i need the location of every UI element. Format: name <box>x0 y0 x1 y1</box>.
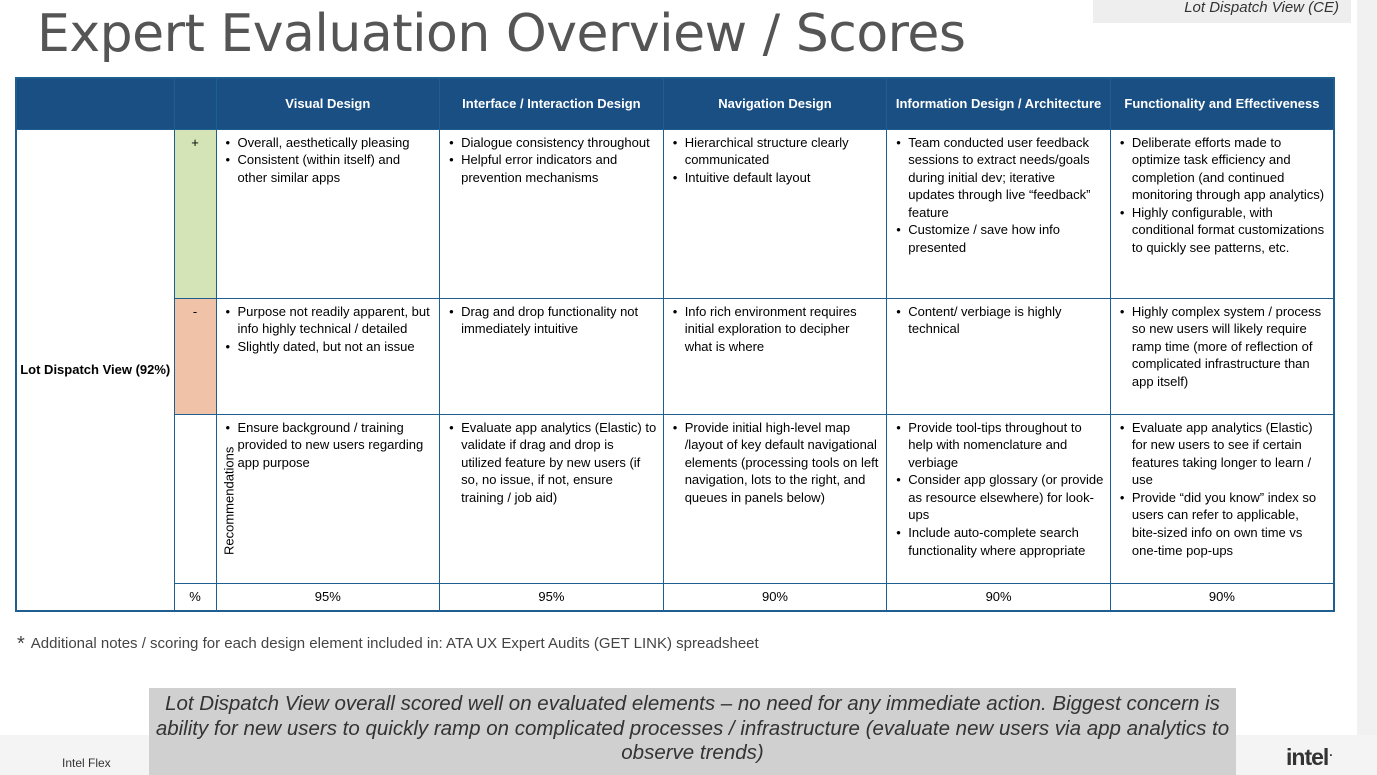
recommendation-cell <box>1110 414 1334 583</box>
minus-cell <box>1110 298 1334 414</box>
minus-cell <box>663 298 887 414</box>
bullet-item: • Ensure background / training provided to new users regarding app purpose <box>226 419 434 472</box>
recommendation-cell <box>887 414 1111 583</box>
score-navigation-design: 90% <box>663 583 887 611</box>
column-header-interaction-design: Interface / Interaction Design <box>440 78 664 129</box>
minus-marker: - <box>174 298 216 414</box>
score-visual-design: 95% <box>216 583 440 611</box>
score-information-design: 90% <box>887 583 1111 611</box>
evaluation-table <box>15 77 1335 612</box>
bullet-item: • Slightly dated, but not an issue <box>226 338 434 356</box>
plus-marker: + <box>174 129 216 298</box>
bullet-item: • Include auto-complete search functionality where appropriate <box>896 524 1104 559</box>
minus-row <box>16 298 1334 414</box>
bullet-item: • Overall, aesthetically pleasing <box>226 134 434 152</box>
bullet-item: • Deliberate efforts made to optimize task efficiency and completion (and continued monitoring through app analytics) <box>1120 134 1327 204</box>
bullet-item: • Purpose not readily apparent, but info highly technical / detailed <box>226 303 434 338</box>
header-blank-cell <box>16 78 174 129</box>
table-header-row <box>16 78 1334 129</box>
recommendation-cell <box>440 414 664 583</box>
footnote-asterisk: * <box>17 633 25 655</box>
bullet-item: • Drag and drop functionality not immediately intuitive <box>449 303 657 338</box>
minus-cell <box>216 298 440 414</box>
view-tag: Lot Dispatch View (CE) <box>1093 0 1351 23</box>
column-header-functionality: Functionality and Effectiveness <box>1110 78 1334 129</box>
score-row <box>16 583 1334 611</box>
row-label-lot-dispatch: Lot Dispatch View (92%) <box>16 129 174 611</box>
bullet-item: • Evaluate app analytics (Elastic) for new users to see if certain features taking longer to learn / use <box>1120 419 1327 489</box>
plus-cell <box>1110 129 1334 298</box>
bullet-item: • Provide “did you know” index so users can refer to applicable, bite-sized info on own time vs one-time pop-ups <box>1120 489 1327 559</box>
bullet-item: • Customize / save how info presented <box>896 221 1104 256</box>
right-edge-strip <box>1357 0 1377 735</box>
logo-dot: . <box>1329 745 1332 759</box>
footer-label: Intel Flex <box>62 756 111 770</box>
bullet-item: • Hierarchical structure clearly communicated <box>673 134 881 169</box>
bullet-item: • Highly configurable, with conditional format customizations to quickly see patterns, etc. <box>1120 204 1327 257</box>
bullet-item: • Evaluate app analytics (Elastic) to validate if drag and drop is utilized feature by new users (if so, no issue, if not, ensure training / job aid) <box>449 419 657 507</box>
bullet-item: • Highly complex system / process so new users will likely require ramp time (more of reflection of complicated infrastructure than app itself) <box>1120 303 1327 391</box>
footnote-text: Additional notes / scoring for each design element included in: ATA UX Expert Audits (GET LINK) spreadsheet <box>30 635 759 652</box>
bullet-item: • Helpful error indicators and prevention mechanisms <box>449 151 657 186</box>
header-blank-cell <box>174 78 216 129</box>
bullet-item: • Intuitive default layout <box>673 169 881 187</box>
page-title: Expert Evaluation Overview / Scores <box>37 4 966 64</box>
column-header-visual-design: Visual Design <box>216 78 440 129</box>
footnote <box>17 633 759 656</box>
bullet-item: • Provide initial high-level map /layout of key default navigational elements (processing tools on left navigation, lots to the right, and queues in panels below) <box>673 419 881 507</box>
bullet-item: • Content/ verbiage is highly technical <box>896 303 1104 338</box>
logo-text: intel <box>1286 744 1329 770</box>
recommendation-cell <box>216 414 440 583</box>
minus-cell <box>440 298 664 414</box>
column-header-navigation-design: Navigation Design <box>663 78 887 129</box>
recommendations-marker <box>174 414 236 583</box>
column-header-information-design: Information Design / Architecture <box>887 78 1111 129</box>
minus-cell <box>887 298 1111 414</box>
intel-logo <box>1286 744 1332 771</box>
bullet-item: • Dialogue consistency throughout <box>449 134 657 152</box>
bullet-item: • Provide tool-tips throughout to help with nomenclature and verbiage <box>896 419 1104 472</box>
plus-cell <box>663 129 887 298</box>
summary-callout: Lot Dispatch View overall scored well on evaluated elements – no need for any immediate action. Biggest concern is ability for new users to quickly ramp on complicated processes / infrastructure (evaluate new users via app analytics to observe trends) <box>149 688 1236 775</box>
score-functionality: 90% <box>1110 583 1334 611</box>
percent-marker: % <box>174 583 216 611</box>
bullet-item: • Consistent (within itself) and other similar apps <box>226 151 434 186</box>
plus-cell <box>216 129 440 298</box>
recommendations-label: Recommendations <box>220 446 236 555</box>
score-interaction-design: 95% <box>440 583 664 611</box>
bullet-item: • Info rich environment requires initial exploration to decipher what is where <box>673 303 881 356</box>
bullet-item: • Consider app glossary (or provide as resource elsewhere) for look-ups <box>896 471 1104 524</box>
recommendation-cell <box>663 414 887 583</box>
plus-cell <box>440 129 664 298</box>
plus-cell <box>887 129 1111 298</box>
recommendations-row <box>16 414 1334 583</box>
plus-row <box>16 129 1334 298</box>
bullet-item: • Team conducted user feedback sessions to extract needs/goals during initial dev; iterative updates through live “feedback” feature <box>896 134 1104 222</box>
